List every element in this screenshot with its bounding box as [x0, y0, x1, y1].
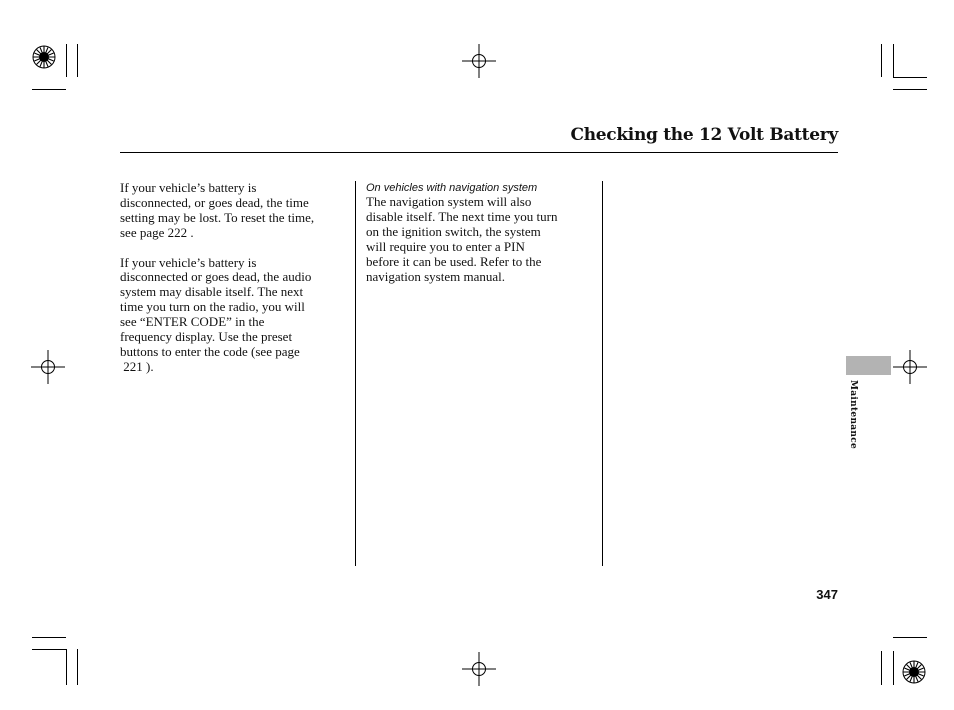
crop-mark [893, 44, 894, 77]
text-line: see page 222 . [120, 224, 194, 240]
text-line: before it can be used. Refer to the [366, 253, 542, 269]
crop-mark [77, 649, 78, 685]
middle-column [366, 182, 557, 284]
crop-mark [881, 651, 882, 685]
registration-target-icon [902, 660, 926, 684]
section-tab [846, 356, 891, 375]
crosshair-icon [31, 350, 65, 384]
audio-code-paragraph [120, 256, 314, 375]
crop-mark [893, 637, 927, 638]
crosshair-icon [462, 44, 496, 78]
text-line: will require you to enter a PIN [366, 238, 525, 254]
text-line: disconnected, or goes dead, the time [120, 194, 309, 210]
text-line: frequency display. Use the preset [120, 329, 293, 345]
applicability-note: On vehicles with navigation system [366, 182, 538, 194]
section-tab-label: Maintenance [848, 380, 858, 450]
crop-mark [66, 44, 67, 77]
text-line: If your vehicle’s battery is [120, 254, 257, 270]
clock-reset-paragraph [120, 181, 314, 241]
text-line: If your vehicle’s battery is [120, 180, 257, 195]
text-line: The navigation system will also [366, 194, 532, 209]
text-line: 221 ). [120, 358, 154, 374]
page-number: 347 [816, 587, 838, 602]
left-column [120, 181, 314, 375]
text-line: setting may be lost. To reset the time, [120, 209, 315, 225]
text-line: on the ignition switch, the system [366, 223, 541, 239]
column-divider [355, 181, 356, 566]
page-title: Checking the 12 Volt Battery [570, 125, 838, 145]
crosshair-icon [893, 350, 927, 384]
title-underline [120, 152, 838, 153]
text-line: see “ENTER CODE” in the [120, 314, 265, 330]
text-line: time you turn on the radio, you will [120, 299, 305, 315]
crop-mark [893, 77, 927, 78]
crop-mark [893, 651, 894, 685]
text-line: disable itself. The next time you turn [366, 208, 558, 224]
navigation-paragraph [366, 195, 557, 284]
text-line: buttons to enter the code (see page [120, 343, 300, 359]
crop-mark [32, 89, 66, 90]
column-divider [602, 181, 603, 566]
text-line: disconnected or goes dead, the audio [120, 269, 312, 285]
text-line: navigation system manual. [366, 268, 506, 284]
crop-mark [66, 649, 67, 685]
registration-target-icon [32, 45, 56, 69]
crop-mark [77, 44, 78, 77]
crop-mark [893, 89, 927, 90]
crosshair-icon [462, 652, 496, 686]
crop-mark [881, 44, 882, 77]
crop-mark [32, 649, 66, 650]
text-line: system may disable itself. The next [120, 284, 304, 300]
crop-mark [32, 637, 66, 638]
